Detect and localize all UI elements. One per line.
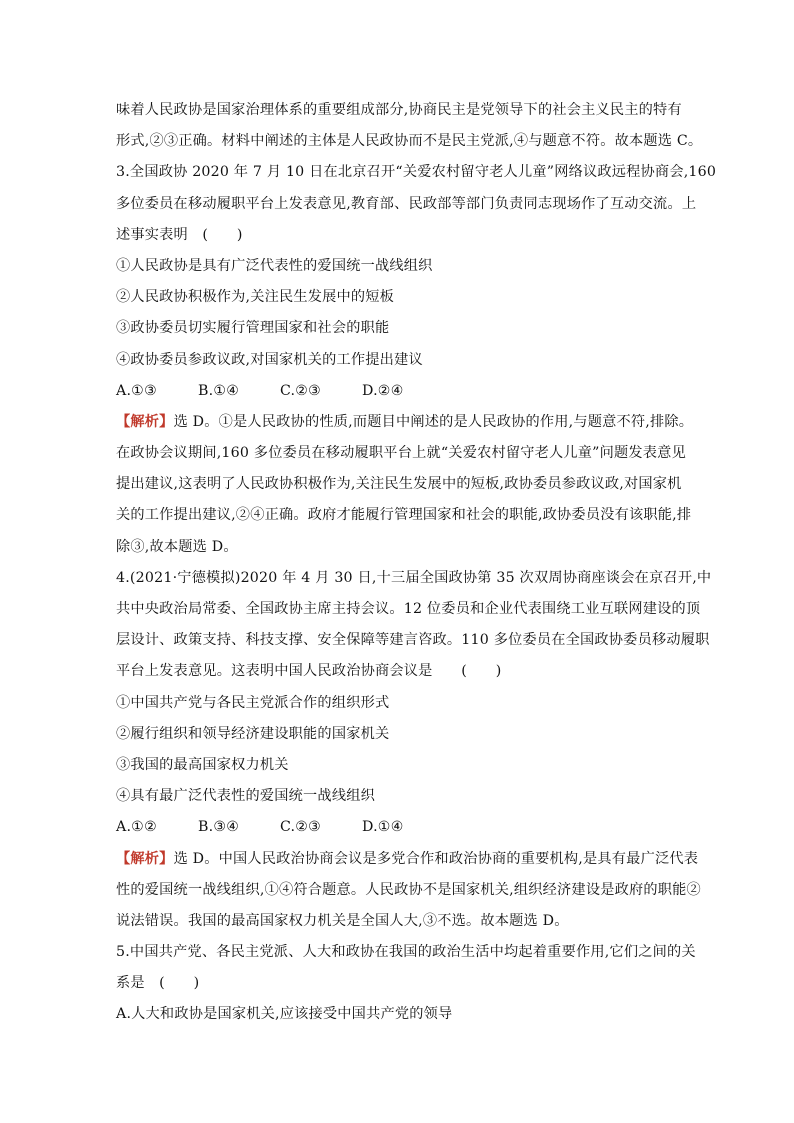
question-3-statement: ②人民政协积极作为,关注民生发展中的短板	[116, 289, 395, 306]
question-4-options	[116, 812, 680, 843]
question-5-stem: 5.中国共产党、各民主党派、人大和政协在我国的政治生活中均起着重要作用,它们之间的关	[116, 944, 696, 961]
question-5-stem: 系是 ( )	[116, 975, 200, 992]
analysis-tag: 【解析】	[116, 413, 174, 430]
analysis-text: 选 D。①是人民政协的性质,而题目中阐述的是人民政协的作用,与题意不符,排除。	[173, 413, 694, 430]
question-4-statement: ④具有最广泛代表性的爱国统一战线组织	[116, 788, 375, 805]
question-3-analysis: 除③,故本题选 D。	[116, 538, 238, 555]
question-3-analysis: 提出建议,这表明了人民政协积极作为,关注民生发展中的短板,政协委员参政议政,对国家机	[116, 476, 682, 493]
option-a: A.①②	[116, 819, 157, 836]
analysis-text: 选 D。中国人民政治协商会议是多党合作和政治协商的重要机构,是具有最广泛代表	[173, 850, 699, 867]
text-line: 味着人民政协是国家治理体系的重要组成部分,协商民主是党领导下的社会主义民主的特有	[116, 102, 682, 118]
option-c: C.②③	[280, 382, 322, 399]
option-d: D.②④	[362, 382, 404, 399]
question-5-option-a: A.人大和政协是国家机关,应该接受中国共产党的领导	[116, 1006, 453, 1023]
question-3-analysis	[116, 407, 694, 438]
option-b: B.③④	[198, 819, 240, 836]
question-4-stem: 平台上发表意见。这表明中国人民政治协商会议是 ( )	[116, 663, 502, 680]
question-4-stem: 4.(2021·宁德模拟)2020 年 4 月 30 日,十三届全国政协第 35 次双周协商座谈会在京召开,中	[116, 569, 712, 586]
question-3-options	[116, 376, 680, 407]
question-3-statement: ④政协委员参政议政,对国家机关的工作提出建议	[116, 351, 423, 368]
option-d: D.①④	[362, 819, 404, 836]
question-3-stem: 述事实表明 ( )	[116, 226, 243, 243]
question-4-statement: ②履行组织和领导经济建设职能的国家机关	[116, 725, 390, 742]
question-4-stem: 共中央政治局常委、全国政协主席主持会议。12 位委员和企业代表围绕工业互联网建设的顶	[116, 601, 701, 617]
question-3-statement: ③政协委员切实履行管理国家和社会的职能	[116, 320, 390, 337]
question-3-analysis: 在政协会议期间,160 多位委员在移动履职平台上就“关爱农村留守老人儿童”问题发表意见	[116, 445, 686, 462]
option-c: C.②③	[280, 819, 322, 836]
question-3-stem: 3.全国政协 2020 年 7 月 10 日在北京召开“关爱农村留守老人儿童”网络议政远程协商会,160	[116, 164, 717, 181]
question-3-stem: 多位委员在移动履职平台上发表意见,教育部、民政部等部门负责同志现场作了互动交流。上	[116, 195, 697, 212]
option-b: B.①④	[198, 382, 240, 399]
question-3-analysis: 关的工作提出建议,②④正确。政府才能履行管理国家和社会的职能,政协委员没有该职能,排	[116, 507, 692, 524]
analysis-tag: 【解析】	[116, 850, 174, 867]
question-4-analysis	[116, 844, 699, 875]
question-4-analysis: 性的爱国统一战线组织,①④符合题意。人民政协不是国家机关,组织经济建设是政府的职能②	[116, 881, 701, 898]
question-4-analysis: 说法错误。我国的最高国家权力机关是全国人大,③不选。故本题选 D。	[116, 912, 569, 929]
question-4-stem: 层设计、政策支持、科技支撑、安全保障等建言咨政。110 多位委员在全国政协委员移动履职	[116, 632, 710, 649]
question-4-statement: ①中国共产党与各民主党派合作的组织形式	[116, 694, 390, 711]
option-a: A.①③	[116, 382, 157, 399]
question-3-statement: ①人民政协是具有广泛代表性的爱国统一战线组织	[116, 257, 433, 274]
document-page	[116, 95, 717, 1031]
question-4-statement: ③我国的最高国家权力机关	[116, 756, 289, 773]
text-line: 形式,②③正确。材料中阐述的主体是人民政协而不是民主党派,④与题意不符。故本题选 C。	[116, 133, 703, 150]
